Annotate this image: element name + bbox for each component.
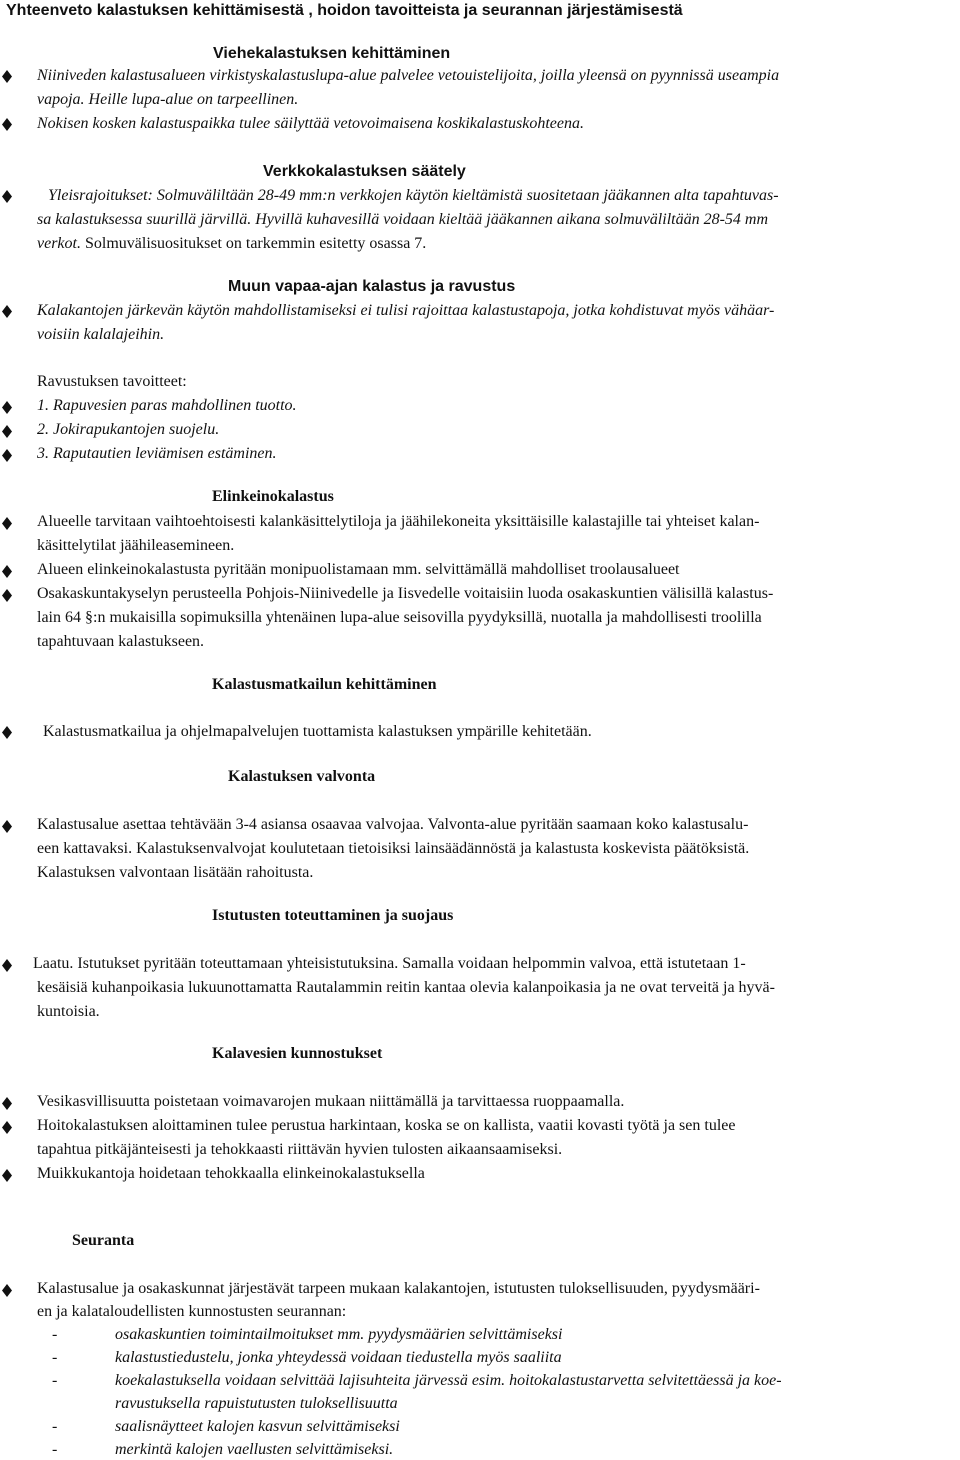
section-heading-istutukset: Istutusten toteuttaminen ja suojaus <box>212 907 454 924</box>
section-heading-kalastusmatkailu: Kalastusmatkailun kehittäminen <box>212 676 437 693</box>
diamond-bullet-icon <box>2 449 12 462</box>
diamond-bullet-icon <box>2 305 12 318</box>
bullet-text: Nokisen kosken kalastuspaikka tulee säilyttää vetovoimaisena koskikalastuskohteena. <box>37 115 584 132</box>
section-heading-viehekalastus: Viehekalastuksen kehittäminen <box>213 45 451 62</box>
dash-marker: - <box>52 1349 58 1366</box>
diamond-bullet-icon <box>2 565 12 578</box>
page-title: Yhteenveto kalastuksen kehittämisestä , hoidon tavoitteista ja seurannan järjestämisestä <box>6 2 683 19</box>
bullet-text: lain 64 §:n mukaisilla sopimuksilla yhtenäinen lupa-alue seisovilla pyydyksillä, nuotalla ja mahdollisesti troolilla <box>37 609 762 626</box>
dash-marker: - <box>52 1326 58 1343</box>
diamond-bullet-icon <box>2 118 12 131</box>
bullet-text: kesäisiä kuhanpoikasia lukuunottamatta Rautalammin reitin kantaa olevia kalanpoikasia ja ne ovat terveitä ja hyvä- <box>37 979 775 996</box>
bullet-text: voisiin kalalajeihin. <box>37 326 165 343</box>
bullet-text: sa kalastuksessa suurillä järvillä. Hyvillä kuhavesillä voidaan kieltää jääkannen aikana solmuväliltään 28-54 mm <box>37 211 769 228</box>
bullet-text: Kalastusalue ja osakaskunnat järjestävät tarpeen mukaan kalakantojen, istutusten tuloksellisuuden, pyydysmääri- <box>37 1280 760 1297</box>
goals-label: Ravustuksen tavoitteet: <box>37 373 187 390</box>
list-item: ravustuksella rapuistutusten tuloksellisuutta <box>115 1395 398 1412</box>
bullet-text: Osakaskuntakyselyn perusteella Pohjois-Niinivedelle ja Iisvedelle voitaisiin luoda osakaskuntien välisillä kalastus- <box>37 585 774 602</box>
list-item: osakaskuntien toimintailmoitukset mm. pyydysmäärien selvittämiseksi <box>115 1326 563 1343</box>
diamond-bullet-icon <box>2 959 12 972</box>
goal-item: 2. Jokirapukantojen suojelu. <box>37 421 220 438</box>
bullet-text: Vesikasvillisuutta poistetaan voimavarojen mukaan niittämällä ja tarvittaessa ruoppaamalla. <box>37 1093 625 1110</box>
diamond-bullet-icon <box>2 401 12 414</box>
section-heading-kunnostukset: Kalavesien kunnostukset <box>212 1045 383 1062</box>
section-heading-valvonta: Kalastuksen valvonta <box>228 768 376 785</box>
bullet-text: Kalastuksen valvontaan lisätään rahoitusta. <box>37 864 314 881</box>
dash-marker: - <box>52 1372 58 1389</box>
list-item: saalisnäytteet kalojen kasvun selvittämiseksi <box>115 1418 400 1435</box>
bullet-text: kuntoisia. <box>37 1003 100 1020</box>
goal-item: 1. Rapuvesien paras mahdollinen tuotto. <box>37 397 297 414</box>
bullet-text: Kalastusmatkailua ja ohjelmapalvelujen tuottamista kalastuksen ympärille kehitetään. <box>43 723 592 740</box>
bullet-text: tapahtuvaan kalastukseen. <box>37 633 205 650</box>
bullet-text: Kalakantojen järkevän käytön mahdollistamiseksi ei tulisi rajoittaa kalastustapoja, jotka kohdistuvat myös vähäar- <box>37 302 775 319</box>
section-heading-elinkeinokalastus: Elinkeinokalastus <box>212 488 334 505</box>
diamond-bullet-icon <box>2 1121 12 1134</box>
bullet-text: Hoitokalastuksen aloittaminen tulee perustua harkintaan, koska se on kallista, vaatii kovasti työtä ja sen tulee <box>37 1117 736 1134</box>
bullet-text: verkot. Solmuvälisuositukset on tarkemmin esitetty osassa 7. <box>37 235 427 252</box>
bullet-text: vapoja. Heille lupa-alue on tarpeellinen. <box>37 91 299 108</box>
section-heading-verkkokalastus: Verkkokalastuksen säätely <box>263 163 466 180</box>
section-heading-seuranta: Seuranta <box>72 1232 135 1249</box>
bullet-text: Kalastusalue asettaa tehtävään 3-4 asiansa osaavaa valvojaa. Valvonta-alue pyritään saamaan koko kalastusalu- <box>37 816 749 833</box>
diamond-bullet-icon <box>2 1169 12 1182</box>
diamond-bullet-icon <box>2 1097 12 1110</box>
diamond-bullet-icon <box>2 190 12 203</box>
diamond-bullet-icon <box>2 820 12 833</box>
diamond-bullet-icon <box>2 726 12 739</box>
diamond-bullet-icon <box>2 425 12 438</box>
bullet-text: een kattavaksi. Kalastuksenvalvojat koulutetaan tietoisiksi lainsäädännöstä ja kalastusta koskevista päätöksistä. <box>37 840 750 857</box>
bullet-text: en ja kalataloudellisten kunnostusten seurannan: <box>37 1303 347 1320</box>
diamond-bullet-icon <box>2 70 12 83</box>
bullet-text: tapahtua pitkäjänteisesti ja tehokkaasti riittävän hyvien tulosten aikaansaamiseksi. <box>37 1141 563 1158</box>
list-item: kalastustiedustelu, jonka yhteydessä voidaan tiedustella myös saaliita <box>115 1349 562 1366</box>
list-item: koekalastuksella voidaan selvittää lajisuhteita järvessä esim. hoitokalastustarvetta selvitettäessä ja koe- <box>115 1372 782 1389</box>
diamond-bullet-icon <box>2 1284 12 1297</box>
dash-marker: - <box>52 1441 58 1458</box>
section-heading-vapaa-ajan: Muun vapaa-ajan kalastus ja ravustus <box>228 278 516 295</box>
dash-marker: - <box>52 1418 58 1435</box>
bullet-text: Niiniveden kalastusalueen virkistyskalastuslupa-alue palvelee vetouistelijoita, joilla yleensä on pyynnissä useampia <box>37 67 780 84</box>
list-item: merkintä kalojen vaellusten selvittämiseksi. <box>115 1441 394 1458</box>
bullet-text: Alueelle tarvitaan vaihtoehtoisesti kalankäsittelytiloja ja jäähilekoneita yksittäisille kalastajille tai yhteiset kalan- <box>37 513 760 530</box>
bullet-text: Alueen elinkeinokalastusta pyritään monipuolistamaan mm. selvittämällä mahdolliset troolausalueet <box>37 561 680 578</box>
bullet-text: käsittelytilat jäähileasemineen. <box>37 537 235 554</box>
bullet-text: Laatu. Istutukset pyritään toteuttamaan yhteisistutuksina. Samalla voidaan helpommin valvoa, että istutetaan 1- <box>33 955 746 972</box>
bullet-text: Yleisrajoitukset: Solmuväliltään 28-49 mm:n verkkojen käytön kieltämistä suositetaan jääkannen alta tapahtuvas- <box>48 187 779 204</box>
bullet-text: Muikkukantoja hoidetaan tehokkaalla elinkeinokalastuksella <box>37 1165 425 1182</box>
diamond-bullet-icon <box>2 589 12 602</box>
goal-item: 3. Raputautien leviämisen estäminen. <box>37 445 277 462</box>
diamond-bullet-icon <box>2 517 12 530</box>
